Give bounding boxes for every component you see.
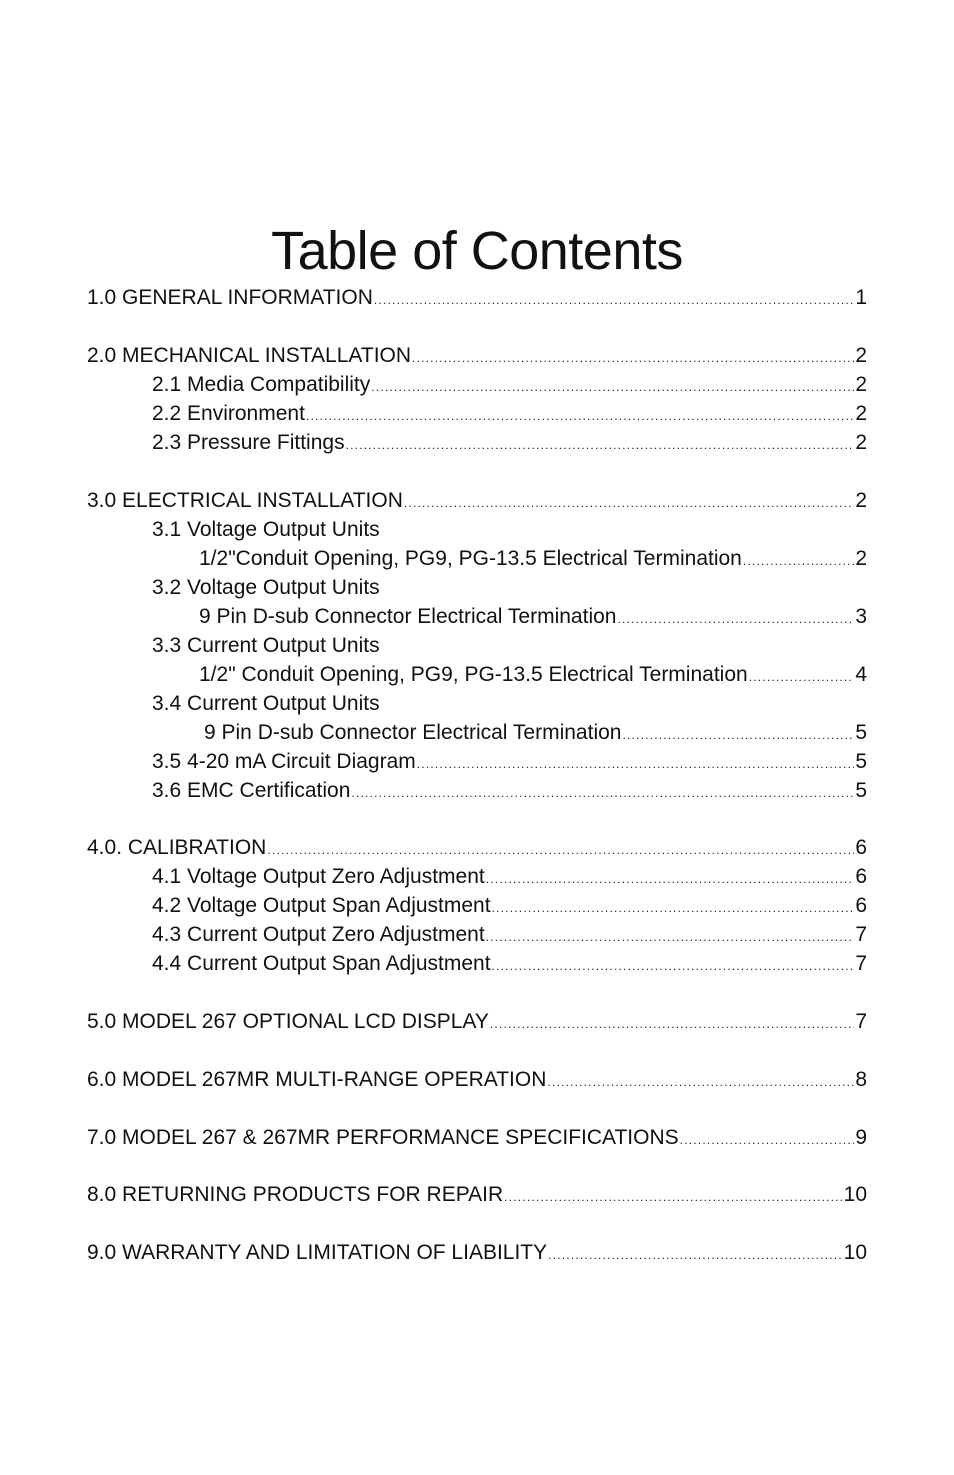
dot-leader	[547, 1068, 854, 1097]
toc-entry-page: 2	[855, 402, 867, 425]
toc-entry	[152, 428, 867, 457]
toc-entry	[204, 718, 867, 747]
toc-entry	[87, 1065, 867, 1094]
toc-entry	[152, 689, 867, 718]
toc-entry-page: 6	[855, 865, 867, 888]
toc-entry-label: 4.2 Voltage Output Span Adjustment	[152, 894, 491, 917]
toc-entry-page: 10	[843, 1183, 867, 1206]
toc-entry-page: 7	[855, 952, 867, 975]
toc-entry-label: 3.6 EMC Certification	[152, 779, 351, 802]
toc-entry-label: 3.4 Current Output Units	[152, 692, 380, 715]
toc-entry	[152, 949, 867, 978]
dot-leader	[548, 1241, 842, 1270]
toc-entry-page: 9	[855, 1126, 867, 1149]
toc-entry-page: 5	[855, 721, 867, 744]
toc-entry-label: 4.3 Current Output Zero Adjustment	[152, 923, 485, 946]
dot-leader	[371, 373, 854, 402]
toc-entry	[152, 776, 867, 805]
toc-entry-page: 1	[855, 286, 867, 309]
toc-entry	[87, 833, 867, 862]
dot-leader	[486, 923, 855, 952]
page-title: Table of Contents	[271, 221, 683, 282]
dot-leader	[417, 750, 855, 779]
dot-leader	[374, 286, 854, 315]
toc-entry	[87, 1180, 867, 1209]
toc-entry-label: 2.3 Pressure Fittings	[152, 431, 345, 454]
dot-leader	[346, 431, 855, 460]
toc-entry	[87, 486, 867, 515]
toc-entry-label: 2.0 MECHANICAL INSTALLATION	[87, 344, 412, 367]
dot-leader	[412, 344, 854, 373]
toc-entry	[199, 602, 867, 631]
toc-entry-label: 2.2 Environment	[152, 402, 305, 425]
dot-leader	[749, 663, 855, 692]
dot-leader	[492, 952, 855, 981]
toc-entry-label: 6.0 MODEL 267MR MULTI-RANGE OPERATION	[87, 1068, 547, 1091]
dot-leader	[617, 605, 854, 634]
toc-entry	[87, 1238, 867, 1267]
toc-entry	[87, 1007, 867, 1036]
toc-entry-page: 2	[855, 547, 867, 570]
toc-entry-label: 3.0 ELECTRICAL INSTALLATION	[87, 489, 403, 512]
toc-entry	[199, 660, 867, 689]
toc-entry-page: 7	[855, 1010, 867, 1033]
toc-entry-page: 7	[855, 923, 867, 946]
toc-entry-label: 1/2" Conduit Opening, PG9, PG-13.5 Electrical Termination	[199, 663, 748, 686]
dot-leader	[680, 1126, 855, 1155]
toc-entry	[87, 1123, 867, 1152]
toc-entry-label: 2.1 Media Compatibility	[152, 373, 371, 396]
dot-leader	[492, 894, 855, 923]
toc-entry	[152, 920, 867, 949]
toc-entry-page: 2	[855, 373, 867, 396]
toc-entry-page: 4	[855, 663, 867, 686]
toc-entry-label: 9 Pin D-sub Connector Electrical Termination	[199, 605, 617, 628]
dot-leader	[267, 836, 854, 865]
toc-entry-label: 4.1 Voltage Output Zero Adjustment	[152, 865, 485, 888]
dot-leader	[743, 547, 854, 576]
dot-leader	[622, 721, 854, 750]
dot-leader	[351, 779, 854, 808]
toc-entry-label: 9.0 WARRANTY AND LIMITATION OF LIABILITY	[87, 1241, 548, 1264]
toc-entry-label: 8.0 RETURNING PRODUCTS FOR REPAIR	[87, 1183, 504, 1206]
toc-entry	[152, 573, 867, 602]
toc-entry	[152, 515, 867, 544]
toc-entry-label: 3.2 Voltage Output Units	[152, 576, 380, 599]
toc-entry	[87, 341, 867, 370]
dot-leader	[306, 402, 854, 431]
toc-entry-label: 3.1 Voltage Output Units	[152, 518, 380, 541]
toc-entry-label: 1.0 GENERAL INFORMATION	[87, 286, 373, 309]
toc-entry	[152, 631, 867, 660]
toc-entry-page: 5	[855, 779, 867, 802]
toc-entry-label: 3.5 4-20 mA Circuit Diagram	[152, 750, 416, 773]
toc-entry-page: 2	[855, 431, 867, 454]
toc-entry-label: 7.0 MODEL 267 & 267MR PERFORMANCE SPECIFICATIONS	[87, 1126, 679, 1149]
toc-entry-page: 6	[855, 894, 867, 917]
toc-entry-page: 5	[855, 750, 867, 773]
toc-entry	[152, 399, 867, 428]
toc-entry	[152, 747, 867, 776]
toc-entry-label: 5.0 MODEL 267 OPTIONAL LCD DISPLAY	[87, 1010, 489, 1033]
dot-leader	[404, 489, 854, 518]
toc-entry-label: 9 Pin D-sub Connector Electrical Termination	[204, 721, 622, 744]
toc-entry-page: 8	[855, 1068, 867, 1091]
toc-entry	[199, 544, 867, 573]
dot-leader	[486, 865, 855, 894]
toc-entry	[152, 862, 867, 891]
toc-entry	[152, 891, 867, 920]
dot-leader	[504, 1183, 842, 1212]
toc-entry-label: 3.3 Current Output Units	[152, 634, 380, 657]
toc-entry-page: 2	[855, 489, 867, 512]
toc-entry	[87, 283, 867, 312]
toc-entry	[152, 370, 867, 399]
toc-entry-label: 4.4 Current Output Span Adjustment	[152, 952, 491, 975]
dot-leader	[490, 1010, 854, 1039]
toc-entry-page: 2	[855, 344, 867, 367]
toc-entry-page: 10	[843, 1241, 867, 1264]
toc-entry-label: 1/2"Conduit Opening, PG9, PG-13.5 Electrical Termination	[199, 547, 742, 570]
toc-entry-label: 4.0. CALIBRATION	[87, 836, 267, 859]
toc-entry-page: 6	[855, 836, 867, 859]
toc-entry-page: 3	[855, 605, 867, 628]
